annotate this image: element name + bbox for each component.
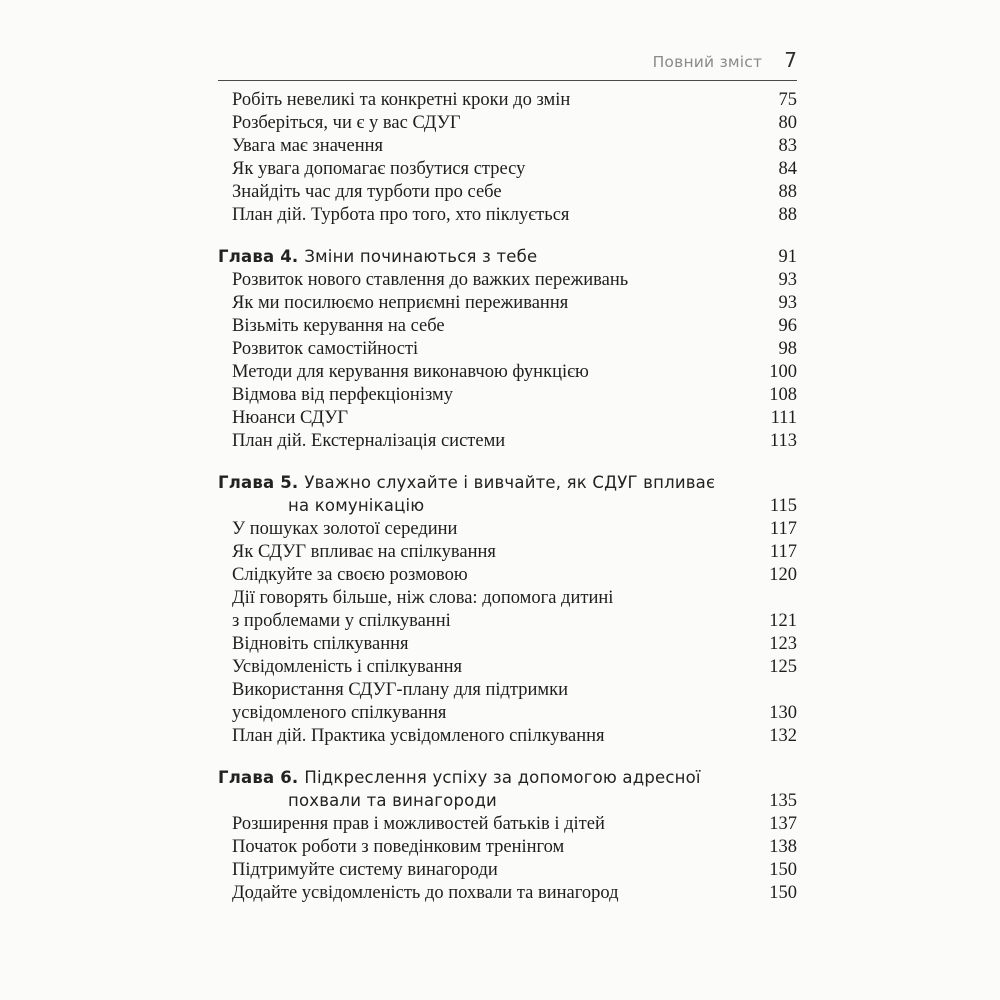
toc-row bbox=[218, 702, 797, 725]
toc-row bbox=[218, 269, 797, 292]
toc-row bbox=[218, 471, 797, 494]
toc-row-title: Як ми посилюємо неприємні переживання bbox=[232, 293, 569, 313]
toc-row-page: 117 bbox=[769, 519, 797, 539]
toc-row bbox=[218, 315, 797, 338]
toc-row-page: 121 bbox=[769, 611, 797, 631]
toc-row-title: Початок роботи з поведінковим тренінгом bbox=[232, 837, 565, 857]
toc-row bbox=[218, 587, 797, 610]
toc-row bbox=[218, 89, 797, 112]
toc-row-page: 98 bbox=[778, 339, 797, 359]
toc-row-page: 137 bbox=[769, 814, 797, 834]
toc-row-title: усвідомленого спілкування bbox=[232, 703, 447, 723]
toc-row bbox=[218, 158, 797, 181]
toc-row-title: Усвідомленість і спілкування bbox=[232, 657, 463, 677]
toc-row-title: Розберіться, чи є у вас СДУГ bbox=[232, 113, 461, 133]
toc-row-title: Глава 4. Зміни починаються з тебе bbox=[218, 247, 538, 266]
toc-row-title: План дій. Практика усвідомленого спілкування bbox=[232, 726, 605, 746]
toc-row bbox=[218, 610, 797, 633]
toc-row-page: 88 bbox=[778, 205, 797, 225]
toc-row-title: Увага має значення bbox=[232, 136, 383, 156]
running-header bbox=[218, 48, 797, 81]
chapter-label: Глава 4. bbox=[218, 247, 305, 266]
toc-row-page: 80 bbox=[778, 113, 797, 133]
toc-row bbox=[218, 725, 797, 748]
toc-row-title: на комунікацію bbox=[288, 496, 425, 515]
toc-row bbox=[218, 766, 797, 789]
toc-gap bbox=[218, 227, 797, 245]
chapter-label: Глава 6. bbox=[218, 768, 305, 787]
toc-row bbox=[218, 836, 797, 859]
toc-row-title: похвали та винагороди bbox=[288, 791, 497, 810]
toc-row-page: 123 bbox=[769, 634, 797, 654]
toc-row-title: Як увага допомагає позбутися стресу bbox=[232, 159, 526, 179]
toc-row-page: 93 bbox=[778, 270, 797, 290]
running-title: Повний зміст bbox=[652, 53, 763, 71]
toc-row bbox=[218, 859, 797, 882]
toc-row-title: Дії говорять більше, ніж слова: допомога дитині bbox=[232, 588, 614, 608]
toc-row-page: 135 bbox=[769, 791, 797, 811]
toc-row-title: з проблемами у спілкуванні bbox=[232, 611, 451, 631]
toc-row-page: 93 bbox=[778, 293, 797, 313]
toc-row bbox=[218, 245, 797, 269]
toc-row bbox=[218, 541, 797, 564]
toc-row-title: Розширення прав і можливостей батьків і дітей bbox=[232, 814, 605, 834]
toc-row-page: 115 bbox=[769, 496, 797, 516]
toc-list bbox=[218, 89, 797, 905]
toc-row-title: Додайте усвідомленість до похвали та винагород bbox=[232, 883, 619, 903]
toc-row-title: План дій. Турбота про того, хто піклується bbox=[232, 205, 570, 225]
toc-row bbox=[218, 204, 797, 227]
toc-gap bbox=[218, 453, 797, 471]
toc-row-page: 117 bbox=[769, 542, 797, 562]
toc-row bbox=[218, 112, 797, 135]
toc-row-title: Нюанси СДУГ bbox=[232, 408, 349, 428]
toc-row-title: Розвиток самостійності bbox=[232, 339, 419, 359]
toc-row bbox=[218, 407, 797, 430]
toc-row-page: 150 bbox=[769, 883, 797, 903]
toc-row bbox=[218, 813, 797, 836]
toc-row-page: 120 bbox=[769, 565, 797, 585]
toc-row-page: 91 bbox=[778, 247, 797, 267]
toc-row-page: 83 bbox=[778, 136, 797, 156]
chapter-label: Глава 5. bbox=[218, 473, 305, 492]
toc-row-page: 108 bbox=[769, 385, 797, 405]
toc-row-title: Розвиток нового ставлення до важких переживань bbox=[232, 270, 629, 290]
toc-row bbox=[218, 181, 797, 204]
toc-row bbox=[218, 292, 797, 315]
toc-row-title: Як СДУГ впливає на спілкування bbox=[232, 542, 496, 562]
toc-row-title: У пошуках золотої середини bbox=[232, 519, 458, 539]
toc-row bbox=[218, 361, 797, 384]
toc-row-title: План дій. Екстерналізація системи bbox=[232, 431, 506, 451]
toc-row bbox=[218, 656, 797, 679]
toc-row-page: 84 bbox=[778, 159, 797, 179]
toc-row-title: Візьміть керування на себе bbox=[232, 316, 445, 336]
toc-gap bbox=[218, 748, 797, 766]
toc-row-page: 113 bbox=[769, 431, 797, 451]
toc-row-title: Слідкуйте за своєю розмовою bbox=[232, 565, 468, 585]
toc-row-title: Підтримуйте систему винагороди bbox=[232, 860, 498, 880]
toc-row-page: 75 bbox=[778, 90, 797, 110]
toc-row bbox=[218, 633, 797, 656]
toc-row bbox=[218, 135, 797, 158]
toc-row bbox=[218, 789, 797, 813]
toc-row-title: Знайдіть час для турботи про себе bbox=[232, 182, 502, 202]
toc-row-page: 130 bbox=[769, 703, 797, 723]
toc-row-title: Глава 6. Підкреслення успіху за допомогою адресної bbox=[218, 768, 701, 787]
toc-row bbox=[218, 430, 797, 453]
toc-row-title: Робіть невеликі та конкретні кроки до змін bbox=[232, 90, 571, 110]
toc-row bbox=[218, 882, 797, 905]
toc-row-title: Відмова від перфекціонізму bbox=[232, 385, 453, 405]
toc-row-page: 125 bbox=[769, 657, 797, 677]
toc-row-page: 96 bbox=[778, 316, 797, 336]
toc-row-page: 132 bbox=[769, 726, 797, 746]
toc-row-page: 150 bbox=[769, 860, 797, 880]
toc-row-page: 111 bbox=[770, 408, 797, 428]
toc-row-title: Відновіть спілкування bbox=[232, 634, 409, 654]
toc-row bbox=[218, 384, 797, 407]
toc-row-page: 88 bbox=[778, 182, 797, 202]
toc-row-title: Використання СДУГ-плану для підтримки bbox=[232, 680, 568, 700]
toc-row-title: Глава 5. Уважно слухайте і вивчайте, як СДУГ впливає bbox=[218, 473, 716, 492]
toc-row-page: 138 bbox=[769, 837, 797, 857]
toc-row bbox=[218, 494, 797, 518]
toc-row-page: 100 bbox=[769, 362, 797, 382]
toc-row bbox=[218, 518, 797, 541]
toc-row-title: Методи для керування виконавчою функцією bbox=[232, 362, 589, 382]
toc-row bbox=[218, 564, 797, 587]
page-number: 7 bbox=[784, 48, 797, 72]
toc-row bbox=[218, 338, 797, 361]
toc-row bbox=[218, 679, 797, 702]
